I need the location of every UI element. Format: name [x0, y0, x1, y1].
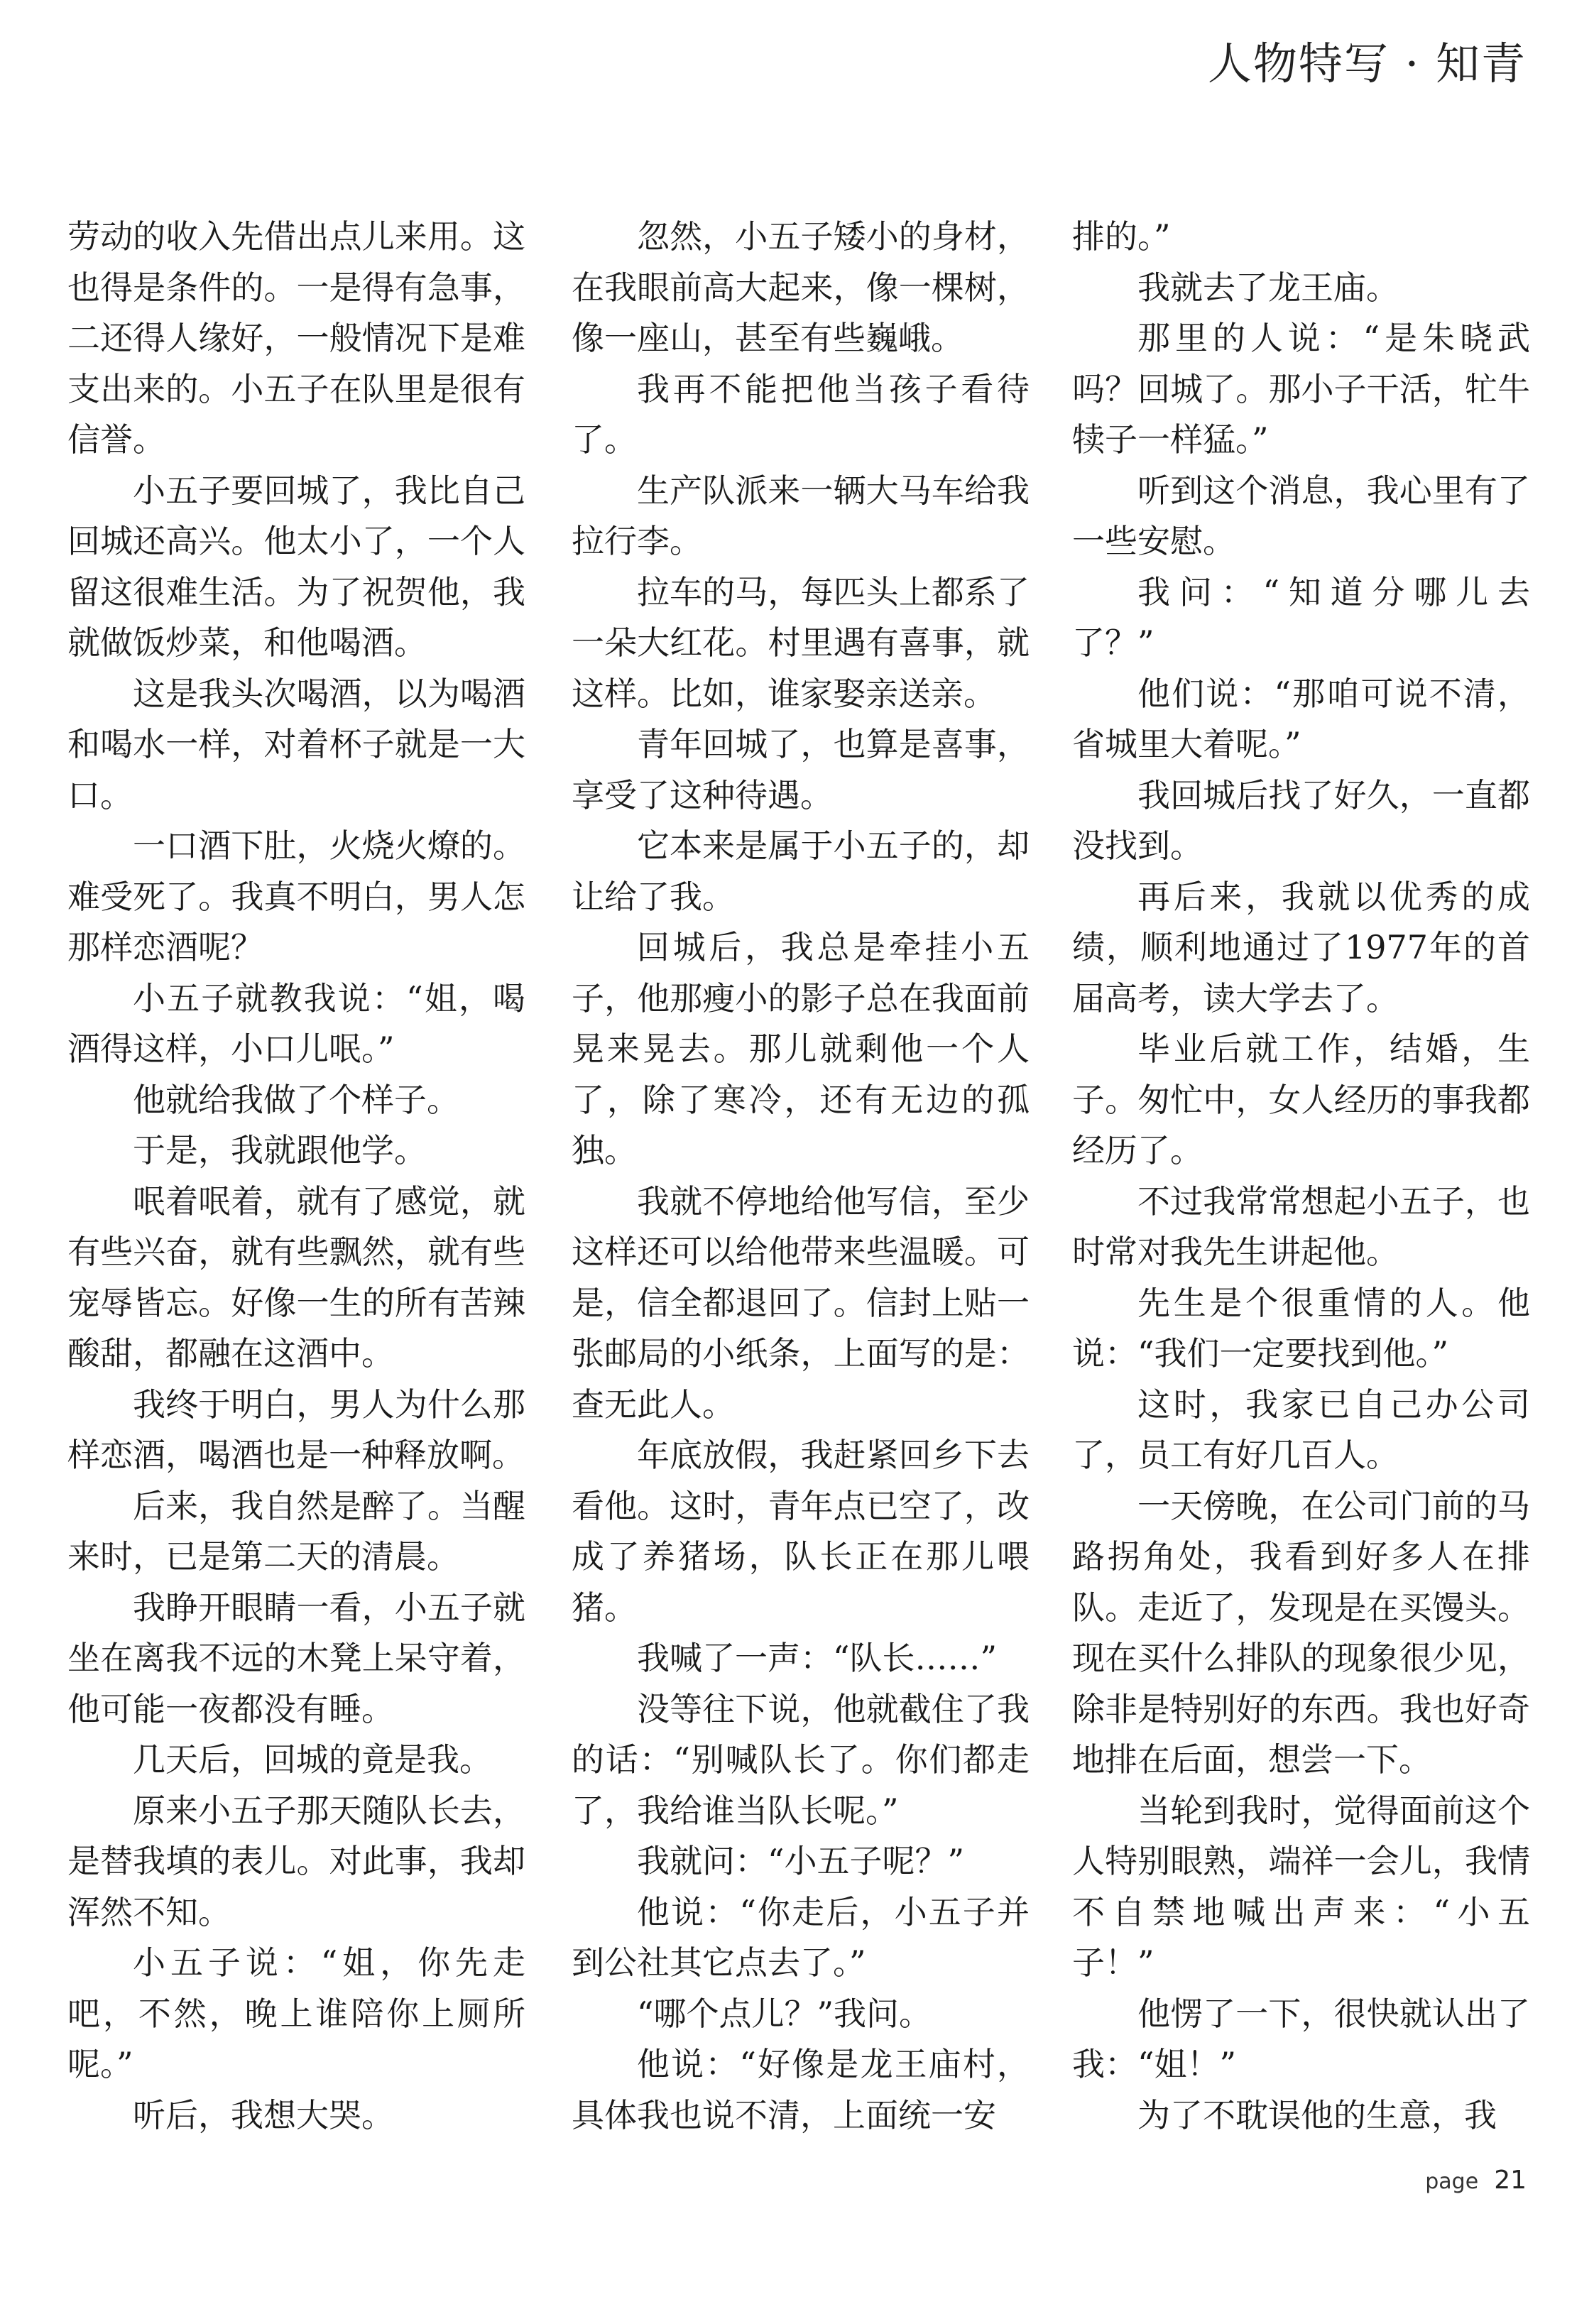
- paragraph: 小五子要回城了，我比自己回城还高兴。他太小了，一个人留这很难生活。为了祝贺他，我就做饭炒菜，和他喝酒。: [67, 471, 525, 662]
- paragraph: 他就给我做了个样子。: [133, 1080, 459, 1119]
- paragraph: 听到这个消息，我心里有了一些安慰。: [1072, 471, 1530, 560]
- page-label: page: [1425, 2169, 1479, 2194]
- text-column-1: [67, 212, 525, 2141]
- paragraph: 我终于明白，男人为什么那样恋酒，喝酒也是一种释放啊。: [67, 1385, 525, 1474]
- paragraph: 听后，我想大哭。: [133, 2095, 394, 2134]
- paragraph: 呡着呡着，就有了感觉，就有些兴奋，就有些飘然，就有些宠辱皆忘。好像一生的所有苦辣酸甜，都融在这酒中。: [67, 1182, 525, 1373]
- paragraph: 忽然，小五子矮小的身材，在我眼前高大起来，像一棵树，像一座山，甚至有些巍峨。: [572, 217, 1030, 357]
- paragraph: 不过我常常想起小五子，也时常对我先生讲起他。: [1072, 1182, 1530, 1271]
- paragraph: 他说：“你走后，小五子并到公社其它点去了。”: [572, 1892, 1030, 1982]
- paragraph: 当轮到我时，觉得面前这个人特别眼熟，端祥一会儿，我情不自禁地喊出声来：“小五子！”: [1072, 1791, 1530, 1982]
- paragraph: 青年回城了，也算是喜事，享受了这种待遇。: [572, 725, 1030, 814]
- paragraph: 这是我头次喝酒，以为喝酒和喝水一样，对着杯子就是一大口。: [67, 674, 525, 814]
- paragraph: “哪个点儿？”我问。: [637, 1994, 932, 2033]
- paragraph: 排的。”: [1072, 217, 1171, 256]
- paragraph: 这时，我家已自己办公司了，员工有好几百人。: [1072, 1385, 1530, 1474]
- paragraph: 他愣了一下，很快就认出了我：“姐！”: [1072, 1994, 1530, 2083]
- paragraph: 于是，我就跟他学。: [133, 1131, 427, 1169]
- paragraph: 那里的人说：“是朱晓武吗？回城了。那小子干活，牤牛犊子一样猛。”: [1072, 319, 1530, 459]
- paragraph: 一天傍晚，在公司门前的马路拐角处，我看到好多人在排队。走近了，发现是在买馒头。现在买什么排队的现象很少见，除非是特别好的东西。我也好奇地排在后面，想尝一下。: [1072, 1486, 1530, 1779]
- text-column-3: [1072, 212, 1530, 2141]
- paragraph: 我喊了一声：“队长……”: [637, 1639, 998, 1677]
- paragraph: 先生是个很重情的人。他说：“我们一定要找到他。”: [1072, 1283, 1530, 1373]
- paragraph: 回城后，我总是牵挂小五子，他那瘦小的影子总在我面前晃来晃去。那儿就剩他一个人了，除了寒冷，还有无边的孤独。: [572, 928, 1030, 1169]
- paragraph: 他说：“好像是龙王庙村，具体我也说不清，上面统一安: [572, 2045, 1030, 2134]
- paragraph: 一口酒下肚，火烧火燎的。难受死了。我真不明白，男人怎那样恋酒呢？: [67, 827, 525, 966]
- paragraph: 小五子就教我说：“姐，喝酒得这样，小口儿呡。”: [67, 978, 525, 1068]
- section-title: 人物特写 · 知青: [1207, 38, 1527, 89]
- paragraph: 为了不耽误他的生意，我: [1137, 2095, 1497, 2134]
- paragraph: 几天后，回城的竟是我。: [133, 1740, 492, 1779]
- paragraph: 生产队派来一辆大马车给我拉行李。: [572, 471, 1030, 560]
- paragraph: 我再不能把他当孩子看待了。: [572, 369, 1030, 459]
- page-footer: [1425, 2166, 1527, 2195]
- paragraph: 年底放假，我赶紧回乡下去看他。这时，青年点已空了，改成了养猪场，队长正在那儿喂猪。: [572, 1436, 1030, 1627]
- paragraph: 再后来，我就以优秀的成绩，顺利地通过了1977年的首届高考，读大学去了。: [1072, 877, 1530, 1018]
- paragraph: 原来小五子那天随队长去，是替我填的表儿。对此事，我却浑然不知。: [67, 1791, 525, 1931]
- paragraph: 我回城后找了好久，一直都没找到。: [1072, 775, 1530, 865]
- paragraph: 它本来是属于小五子的，却让给了我。: [572, 827, 1030, 916]
- paragraph: 后来，我自然是醉了。当醒来时，已是第二天的清晨。: [67, 1486, 525, 1576]
- paragraph: 小五子说：“姐，你先走吧，不然，晚上谁陪你上厕所呢。”: [67, 1943, 525, 2083]
- paragraph: 他们说：“那咱可说不清，省城里大着呢。”: [1072, 674, 1530, 763]
- paragraph: 我睁开眼睛一看，小五子就坐在离我不远的木凳上呆守着，他可能一夜都没有睡。: [67, 1588, 525, 1728]
- paragraph: 我就问：“小五子呢？”: [637, 1842, 965, 1880]
- paragraph: 毕业后就工作，结婚，生子。匆忙中，女人经历的事我都经历了。: [1072, 1030, 1530, 1169]
- paragraph: 我就去了龙王庙。: [1137, 268, 1399, 307]
- paragraph: 我就不停地给他写信，至少这样还可以给他带来些温暖。可是，信全都退回了。信封上贴一张邮局的小纸条，上面写的是：查无此人。: [572, 1182, 1030, 1424]
- paragraph: 我问：“知道分哪儿去了？”: [1072, 572, 1530, 662]
- paragraph: 劳动的收入先借出点儿来用。这也得是条件的。一是得有急事，二还得人缘好，一般情况下是难支出来的。小五子在队里是很有信誉。: [67, 217, 525, 459]
- text-column-2: [572, 212, 1030, 2141]
- paragraph: 没等往下说，他就截住了我的话：“别喊队长了。你们都走了，我给谁当队长呢。”: [572, 1689, 1030, 1830]
- paragraph: 拉车的马，每匹头上都系了一朵大红花。村里遇有喜事，就这样。比如，谁家娶亲送亲。: [572, 572, 1030, 713]
- page-number: 21: [1494, 2166, 1527, 2195]
